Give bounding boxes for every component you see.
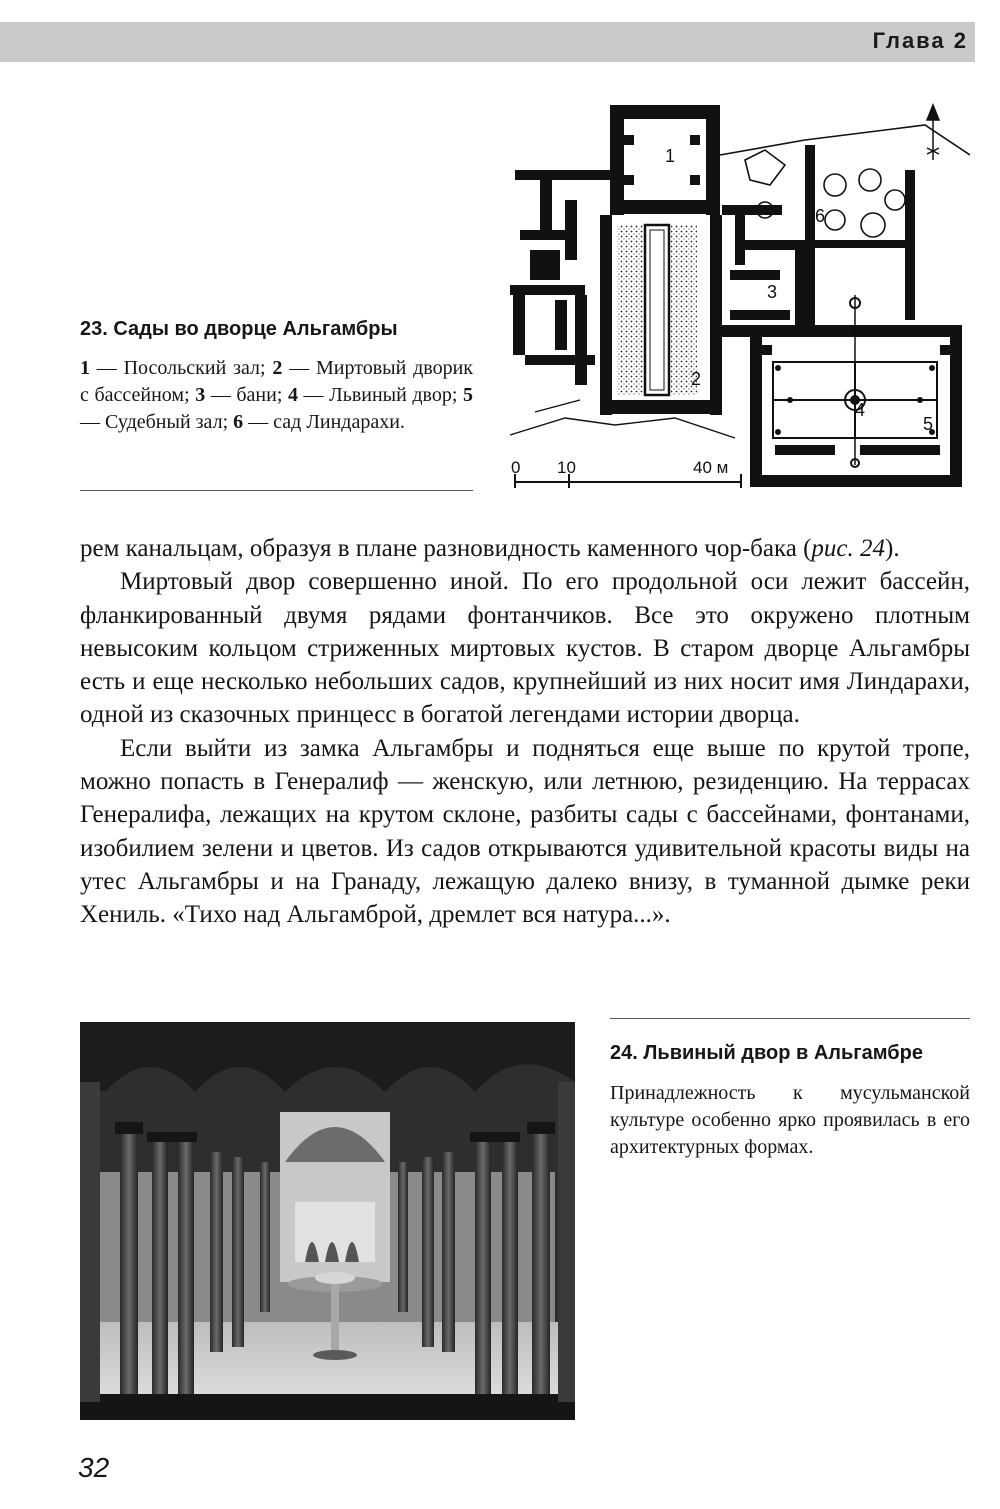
scale-tick-10: 10 [557,458,576,477]
legend-num-4: 4 [287,384,298,406]
legend-num-6: 6 [233,411,244,433]
legend-text-3: — бани; [205,384,288,406]
paragraph-1-end: ). [885,535,900,562]
scale-tick-0: 0 [511,458,521,477]
caption-divider [80,490,473,491]
figure-24-reference: рис. 24 [811,535,886,562]
chapter-label: Глава 2 [872,28,968,53]
figure-23-legend [80,355,473,436]
legend-text-6: — сад Линдарахи. [243,411,405,433]
legend-text-4: — Львиный двор; [297,384,464,406]
plan-label-2: 2 [691,369,702,389]
legend-num-5: 5 [463,384,474,406]
plan-label-4: 4 [855,400,866,420]
page-number: 32 [78,1452,110,1483]
legend-text-5: — Судебный зал; [80,411,234,433]
figure-23-title: 23. Сады во дворце Альгамбры [80,318,398,340]
alhambra-plan-drawing [505,100,970,490]
plan-label-6: 6 [815,206,826,226]
legend-text-2: — Миртовый дворик с бассейном; [80,357,474,406]
figure-24-text: Принадлежность к мусульманской культуре особенно ярко проявилась в его архитектурных формах. [610,1082,970,1158]
legend-num-2: 2 [272,357,283,379]
plan-label-5: 5 [923,414,934,434]
body-text [80,532,970,932]
legend-num-1: 1 [80,357,90,379]
figure-24-title: 24. Львиный двор в Альгамбре [610,1042,923,1064]
legend-num-3: 3 [195,384,206,406]
chapter-header-bar [0,22,975,62]
figure-24-divider [610,1018,970,1019]
paragraph-3: Если выйти из замка Альгамбры и подняться еще выше по крутой тропе, можно попасть в Генералиф — женскую, или летнюю, резиденцию. На террасах Генералифа, лежащих на крутом склоне, разбиты сады с бассейнами, фонтанами, изобилием зелени и цветов. Из садов открываются удивительной красоты виды на утес Альгамбры и на Гранаду, лежащую далеко внизу, в туманной дымке реки Хениль. «Тихо над Альгамброй, дремлет вся натура...». [80,734,970,929]
court-of-lions-photo [80,1022,575,1420]
paragraph-1-start: рем канальцам, образуя в плане разновидность каменного чор-бака ( [80,535,812,562]
plan-label-3: 3 [767,282,778,302]
legend-text-1: — Посольский зал; [90,357,273,379]
plan-label-1: 1 [665,146,676,166]
paragraph-2: Миртовый двор совершенно иной. По его продольной оси лежит бассейн, фланкированный двумя рядами фонтанчиков. Все это окружено плотным невысоким кольцом стриженных миртовых кустов. В старом дворце Альгамбры есть и еще несколько небольших садов, крупнейший из них носит имя Линдарахи, одной из сказочных принцесс в богатой легендами истории дворца. [80,568,970,729]
scale-tick-40: 40 м [693,458,729,477]
paragraph-1 [80,532,970,565]
